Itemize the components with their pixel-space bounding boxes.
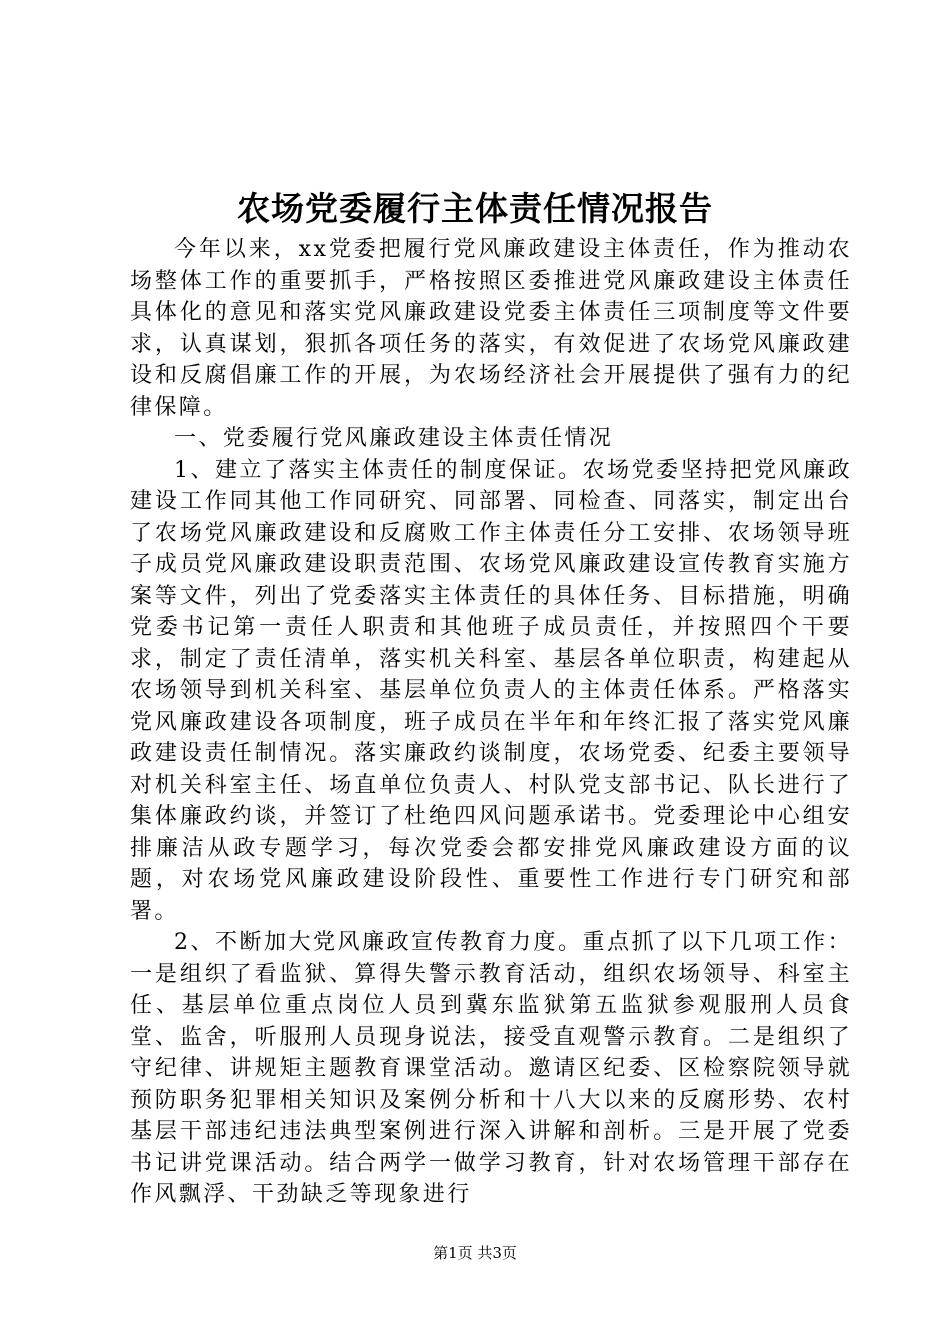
paragraph-intro: 今年以来，xx党委把履行党风廉政建设主体责任，作为推动农场整体工作的重要抓手，严格按照区委推进党风廉政建设主体责任具体化的意见和落实党风廉政建设党委主体责任三项制度等文件要求，认真谋划，狠抓各项任务的落实，有效促进了农场党风廉政建设和反腐倡廉工作的开展，为农场经济社会开展提供了强有力的纪律保障。 xyxy=(130,237,852,420)
page-number-footer: 第1页 共3页 xyxy=(433,1244,517,1262)
document-body xyxy=(130,234,852,1211)
paragraph-item-1: 1、建立了落实主体责任的制度保证。农场党委坚持把党风廉政建设工作同其他工作同研究、同部署、同检查、同落实，制定出台了农场党风廉政建设和反腐败工作主体责任分工安排、农场领导班子成员党风廉政建设职责范围、农场党风廉政建设宣传教育实施方案等文件，列出了党委落实主体责任的具体任务、目标措施，明确党委书记第一责任人职责和其他班子成员责任，并按照四个干要求，制定了责任清单，落实机关科室、基层各单位职责，构建起从农场领导到机关科室、基层单位负责人的主体责任体系。严格落实党风廉政建设各项制度，班子成员在半年和年终汇报了落实党风廉政建设责任制情况。落实廉政约谈制度，农场党委、纪委主要领导对机关科室主任、场直单位负责人、村队党支部书记、队长进行了集体廉政约谈，并签订了杜绝四风问题承诺书。党委理论中心组安排廉洁从政专题学习，每次党委会都安排党风廉政建设方面的议题，对农场党风廉政建设阶段性、重要性工作进行专门研究和部署。 xyxy=(130,457,852,924)
document-title: 农场党委履行主体责任情况报告 xyxy=(237,189,713,228)
paragraph-item-2: 2、不断加大党风廉政宣传教育力度。重点抓了以下几项工作：一是组织了看监狱、算得失警示教育活动，组织农场领导、科室主任、基层单位重点岗位人员到冀东监狱第五监狱参观服刑人员食堂、监舍，听服刑人员现身说法，接受直观警示教育。二是组织了守纪律、讲规矩主题教育课堂活动。邀请区纪委、区检察院领导就预防职务犯罪相关知识及案例分析和十八大以来的反腐形势、农村基层干部违纪违法典型案例进行深入讲解和剖析。三是开展了党委书记讲党课活动。结合两学一做学习教育，针对农场管理干部存在作风飘浮、干劲缺乏等现象进行 xyxy=(130,930,852,1207)
section-heading-1: 一、党委履行党风廉政建设主体责任情况 xyxy=(174,426,614,451)
